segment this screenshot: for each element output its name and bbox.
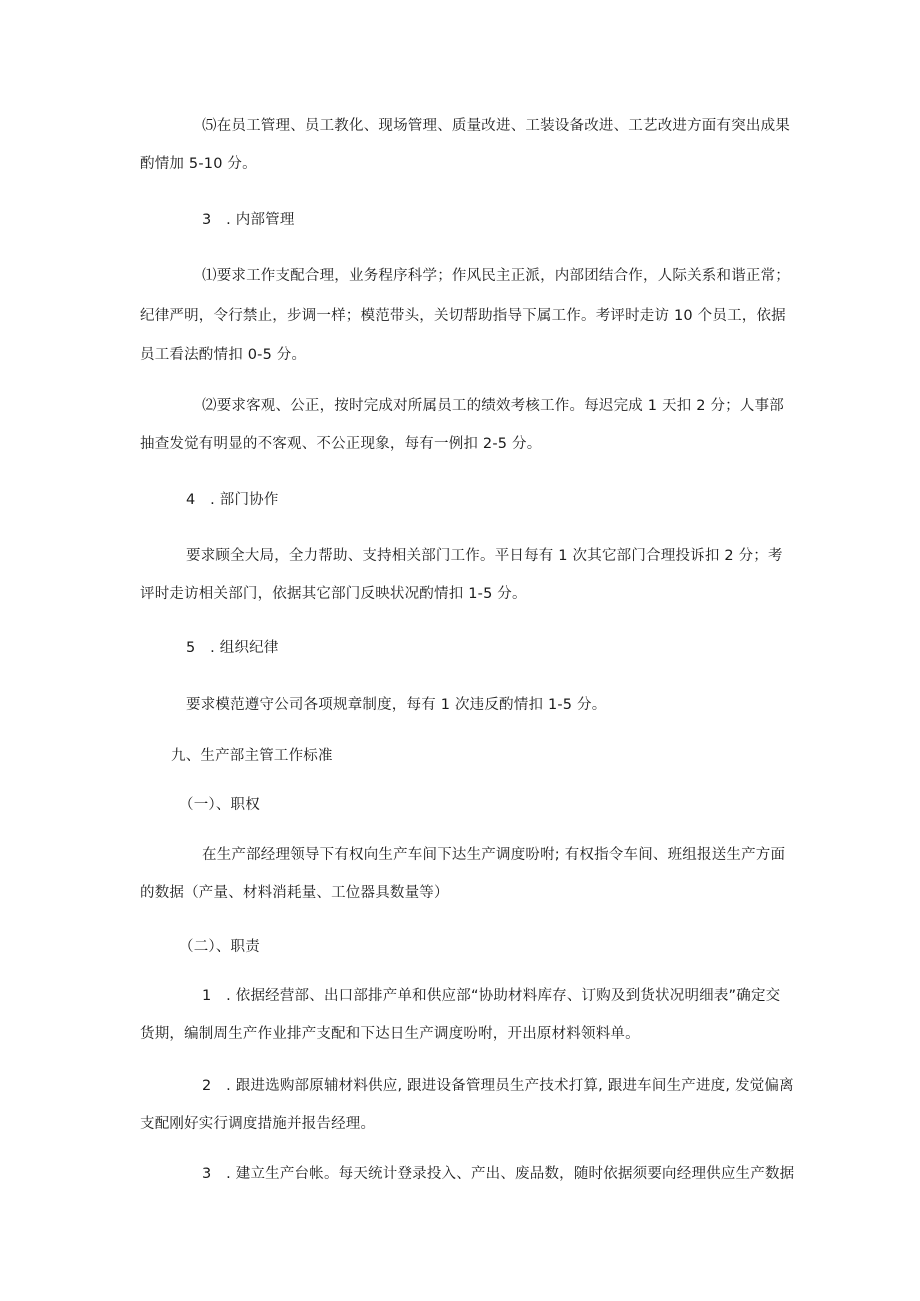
subheading-duties: （二）、职责	[179, 939, 260, 955]
subheading-authority: （一）、职权	[179, 797, 260, 813]
paragraph-2-line-1: ⑵要求客观、公正，按时完成对所属员工的绩效考核工作。每迟完成 1 天扣 2 分；人事部	[202, 398, 784, 414]
paragraph-1-line-3: 员工看法酌情扣 0-5 分。	[140, 347, 307, 363]
authority-line-2: 的数据（产量、材料消耗量、工位器具数量等）	[140, 885, 449, 901]
duty-1-line-1: 1 . 依据经营部、出口部排产单和供应部“协助材料库存、订购及到货状况明细表”确定交	[202, 988, 781, 1004]
discipline-line: 要求模范遵守公司各项规章制度，每有 1 次违反酌情扣 1-5 分。	[186, 697, 607, 713]
duty-2-line-1: 2 . 跟进选购部原辅材料供应, 跟进设备管理员生产技术打算, 跟进车间生产进度, 发觉偏离	[202, 1078, 794, 1094]
paragraph-1-line-1: ⑴要求工作支配合理，业务程序科学；作风民主正派，内部团结合作，人际关系和谐正常；	[202, 268, 790, 284]
cooperation-line-1: 要求顾全大局，全力帮助、支持相关部门工作。平日每有 1 次其它部门合理投诉扣 2 分；考	[186, 548, 783, 564]
section-heading-internal-management: 3 . 内部管理	[202, 212, 295, 228]
duty-3-line-1: 3 . 建立生产台帐。每天统计登录投入、产出、废品数，随时依据须要向经理供应生产数据	[202, 1166, 795, 1182]
paragraph-1-line-2: 纪律严明，令行禁止，步调一样；模范带头，关切帮助指导下属工作。考评时走访 10 个员工，依据	[140, 308, 786, 324]
duty-2-line-2: 支配刚好实行调度措施并报告经理。	[140, 1116, 376, 1132]
chapter-heading-production-supervisor: 九、生产部主管工作标准	[171, 748, 333, 764]
paragraph-5-line-2: 酌情加 5-10 分。	[140, 156, 257, 172]
cooperation-line-2: 评时走访相关部门，依据其它部门反映状况酌情扣 1-5 分。	[140, 586, 527, 602]
paragraph-2-line-2: 抽查发觉有明显的不客观、不公正现象，每有一例扣 2-5 分。	[140, 436, 542, 452]
duty-1-line-2: 货期，编制周生产作业排产支配和下达日生产调度吩咐，开出原材料领料单。	[140, 1026, 640, 1042]
authority-line-1: 在生产部经理领导下有权向生产车间下达生产调度吩咐; 有权指令车间、班组报送生产方面	[202, 847, 786, 863]
section-heading-department-cooperation: 4 . 部门协作	[186, 492, 279, 508]
paragraph-5-line-1: ⑸在员工管理、员工教化、现场管理、质量改进、工装设备改进、工艺改进方面有突出成果	[202, 118, 790, 134]
section-heading-discipline: 5 . 组织纪律	[186, 640, 279, 656]
